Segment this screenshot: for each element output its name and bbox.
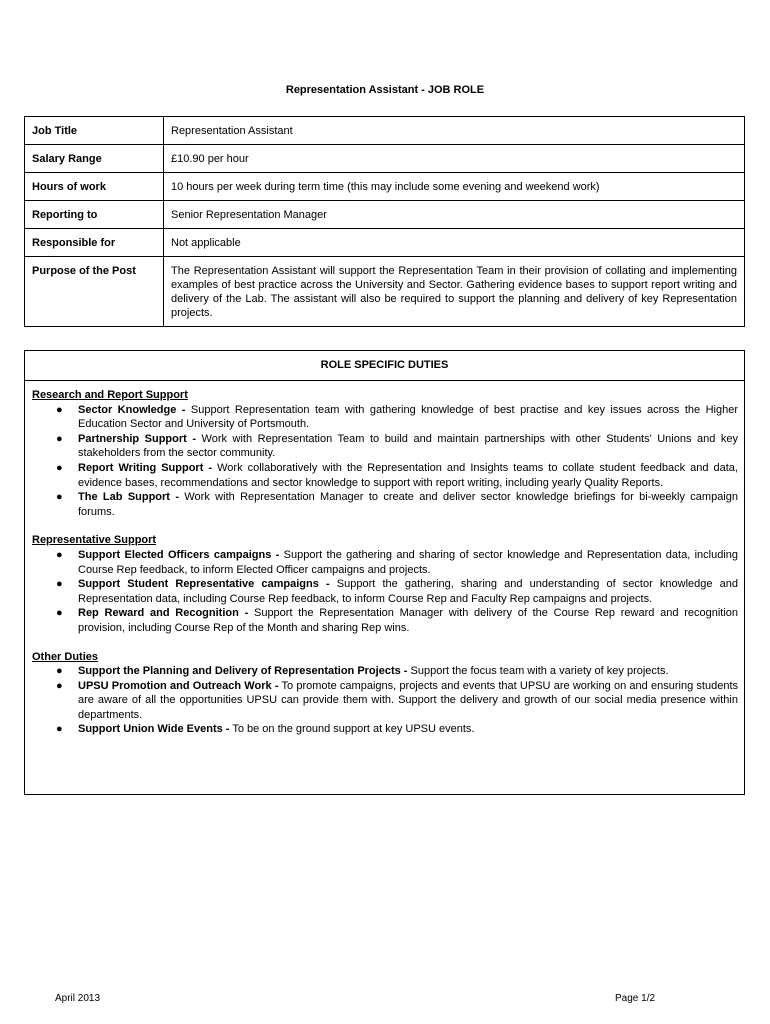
section-heading: Representative Support [32, 534, 157, 547]
item-text: Work with Representation Team to build and maintain partnerships with other Students' Unions and key stakeholders from the sector community. [78, 432, 739, 460]
duty-list [32, 548, 738, 636]
duties-section-research [32, 388, 738, 519]
row-label: Reporting to [25, 201, 164, 229]
row-value: 10 hours per week during term time (this may include some evening and weekend work) [164, 173, 745, 201]
section-heading: Research and Report Support [32, 389, 188, 401]
list-item [56, 461, 738, 490]
table-row [25, 117, 745, 145]
list-item [56, 664, 738, 679]
duty-list [32, 664, 738, 737]
row-value: £10.90 per hour [164, 145, 745, 173]
item-title: Rep Reward and Recognition - [78, 607, 249, 620]
footer-page-number: Page 1/2 [615, 993, 656, 1004]
section-heading: Other Duties [32, 650, 99, 663]
item-text: To promote campaigns, projects and events that UPSU are working on and ensuring students are aware of all the opportunities UPSU can provide them with. Support the delivery and growth of our social media presence within departments. [78, 679, 738, 721]
item-title: The Lab Support - [78, 491, 179, 504]
bullet-icon: ● [56, 403, 63, 416]
row-value: Senior Representation Manager [164, 201, 745, 229]
row-label: Salary Range [25, 145, 164, 173]
item-text: Work with Representation Manager to create and deliver sector knowledge briefings for bi-weekly campaign forums. [78, 491, 738, 518]
list-item [56, 548, 739, 577]
row-value: Representation Assistant [164, 117, 745, 145]
bullet-icon: ● [56, 607, 63, 620]
item-title: Support Union Wide Events - [78, 723, 230, 736]
duties-header: ROLE SPECIFIC DUTIES [25, 351, 744, 381]
list-item [56, 577, 738, 606]
item-title: UPSU Promotion and Outreach Work - [78, 679, 279, 692]
bullet-icon: ● [56, 548, 63, 561]
item-text: Support the gathering and sharing of sector knowledge and Representation data, including Course Rep feedback, to inform Elected Officer campaigns and projects. [78, 548, 739, 576]
duties-body [25, 381, 744, 737]
list-item [56, 722, 738, 737]
duty-list [32, 403, 738, 520]
duties-section-other [32, 650, 738, 738]
bullet-icon: ● [56, 679, 63, 692]
item-text: Support the focus team with a variety of key projects. [410, 665, 669, 678]
bullet-icon: ● [56, 723, 63, 736]
table-row [25, 173, 745, 201]
list-item [56, 679, 738, 723]
item-text: To be on the ground support at key UPSU events. [232, 723, 475, 736]
row-value: The Representation Assistant will support the Representation Team in their provision of collating and implementing examples of best practice across the University and Sector. Gathering evidence bases to support report writing and delivery of the Lab. The assistant will also be required to support the planning and delivery of key Representation projects. [164, 257, 745, 327]
item-title: Sector Knowledge - [78, 403, 186, 416]
item-text: Support the gathering, sharing and understanding of sector knowledge and Representation data, including Course Rep feedback, to inform Course Rep and Faculty Rep campaigns and projects. [78, 578, 738, 605]
item-text: Support Representation team with gathering knowledge of best practise and key issues across the Higher Education Sector and University of Portsmouth. [78, 403, 738, 431]
item-title: Partnership Support - [78, 432, 197, 445]
item-title: Support the Planning and Delivery of Representation Projects - [78, 665, 408, 678]
row-label: Purpose of the Post [25, 257, 164, 327]
list-item [56, 606, 739, 635]
row-label: Hours of work [25, 173, 164, 201]
table-row [25, 229, 745, 257]
table-row [25, 257, 745, 327]
list-item [56, 432, 739, 461]
duties-section-representative [32, 533, 738, 635]
footer-date: April 2013 [55, 993, 101, 1004]
bullet-icon: ● [56, 578, 63, 591]
list-item [56, 403, 738, 432]
list-item [56, 490, 738, 519]
item-text: Support the Representation Manager with delivery of the Course Rep reward and recognition provision, including Course Rep of the Month and sharing Rep wins. [78, 607, 739, 634]
table-row [25, 201, 745, 229]
row-label: Job Title [25, 117, 164, 145]
item-title: Report Writing Support - [78, 461, 213, 474]
bullet-icon: ● [56, 665, 63, 678]
job-info-table [24, 116, 745, 327]
row-label: Responsible for [25, 229, 164, 257]
page-title: Representation Assistant - JOB ROLE [285, 84, 485, 96]
row-value: Not applicable [164, 229, 745, 257]
table-row [25, 145, 745, 173]
bullet-icon: ● [56, 461, 63, 474]
item-title: Support Elected Officers campaigns - [78, 548, 280, 561]
bullet-icon: ● [56, 432, 63, 445]
bullet-icon: ● [56, 491, 63, 504]
item-text: Work collaboratively with the Representation and Insights teams to collate student feedback and data, evidence bases, recommendations and sector knowledge to support with report writing, including yearly Quality Reports. [78, 461, 738, 489]
item-title: Support Student Representative campaigns - [78, 578, 330, 591]
role-duties-box [24, 350, 745, 795]
